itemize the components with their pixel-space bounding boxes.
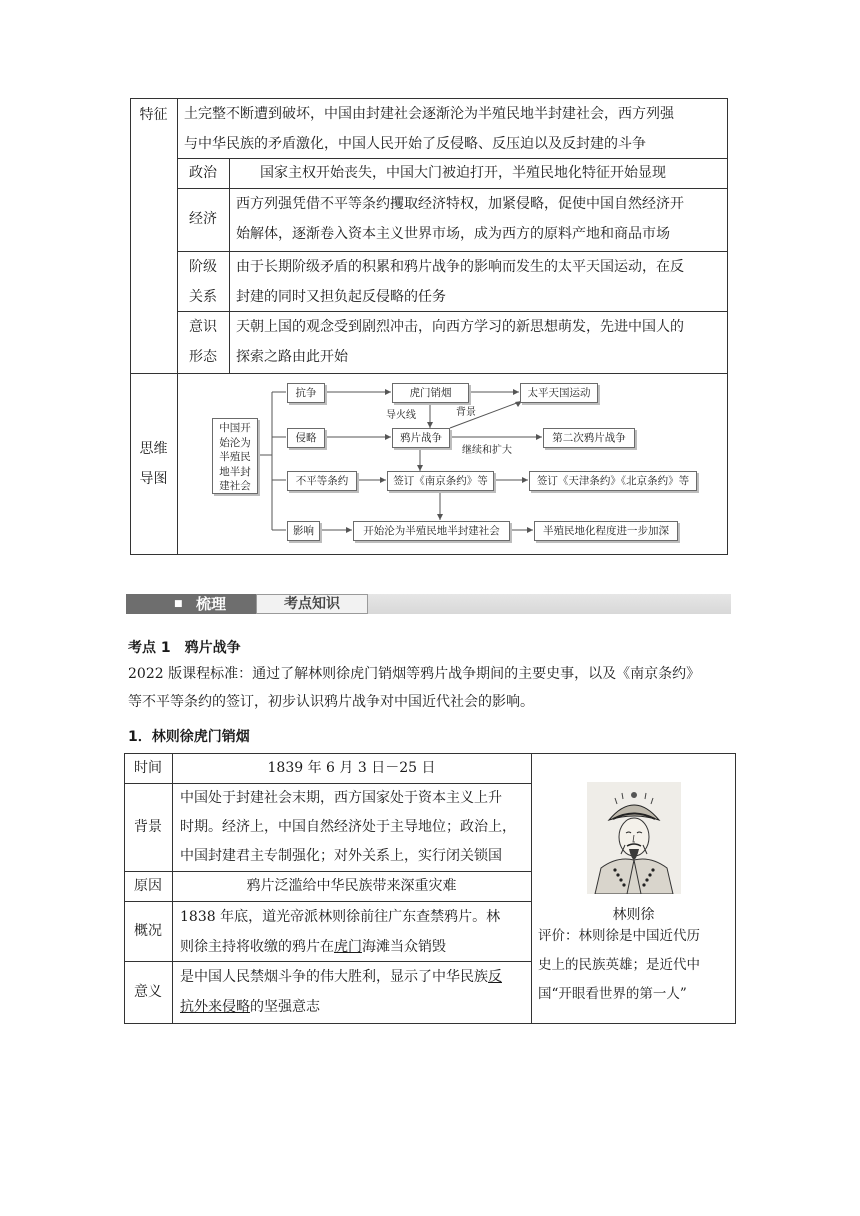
kaodian-title: 考点 1 鸦片战争 [128,640,241,656]
underlined-term: 抗外来侵略 [180,999,250,1015]
section-bar-tab-dark [126,594,256,614]
node-opium-war: 鸦片战争 [392,428,450,448]
row-text-line: 探索之路由此开始 [236,349,348,365]
time-label: 时间 [134,760,162,776]
row-text-line: 西方列强凭借不平等条约攫取经济特权，加紧侵略，促使中国自然经济开 [236,196,684,212]
evaluation-line: 国“开眼看世界的第一人” [538,986,687,1002]
bullet-square: ■ [174,599,183,609]
evaluation-line: 史上的民族英雄；是近代中 [538,957,700,973]
meaning-text [180,962,530,1022]
overview-label: 概况 [134,923,162,939]
background-text [180,784,530,871]
reason-value: 鸦片泛滥给中华民族带来深重灾难 [246,878,457,894]
root-line: 中国开 [219,422,251,434]
overview-text-part: 海滩当众销毁 [362,939,446,955]
meaning-line [180,962,530,992]
row-label-line: 阶级 [189,259,217,275]
background-line: 中国封建君主专制强化；对外关系上，实行闭关锁国 [180,848,502,864]
reason-label: 原因 [134,878,162,894]
row-label-economy: 经济 [189,211,217,227]
portrait-caption: 林则徐 [612,907,655,923]
overview-text-part: 则徐主持将收缴的鸦片在 [180,939,334,955]
standard-line: 2022 版课程标准：通过了解林则徐虎门销烟等鸦片战争期间的主要史事，以及《南京条约》 [128,666,701,682]
node-humen: 虎门销烟 [392,383,469,403]
table-divider [531,753,532,1024]
edge-label-fuse: 导火线 [386,410,416,421]
root-line: 半殖民 [219,451,251,463]
time-value: 1839 年 6 月 3 日－25 日 [267,760,436,776]
row-label-line: 形态 [189,349,217,365]
mindmap-root-node [212,418,258,494]
overview-line: 1838 年底，道光帝派林则徐前往广东查禁鸦片。林 [180,909,501,925]
root-line: 建社会 [219,480,251,492]
meaning-text-part: 的坚强意志 [250,999,320,1015]
node-tianjin-beijing-treaty: 签订《天津条约》《北京条约》等 [529,471,697,491]
row-label-politics: 政治 [189,165,217,181]
edge-label-background: 背景 [456,407,476,418]
row-text-line: 天朝上国的观念受到剧烈冲击，向西方学习的新思想萌发，先进中国人的 [236,319,684,335]
row-text-line: 始解体，逐渐卷入资本主义世界市场，成为西方的原料产地和商品市场 [236,226,670,242]
branch-resistance: 抗争 [287,383,325,403]
node-deepen-semicolonial: 半殖民地化程度进一步加深 [534,521,678,541]
feature-text-line: 土完整不断遭到破坏，中国由封建社会逐渐沦为半殖民地半封建社会，西方列强 [184,106,674,122]
node-second-opium-war: 第二次鸦片战争 [543,428,635,448]
subheading: 1．林则徐虎门销烟 [128,729,250,745]
feature-text-line: 与中华民族的矛盾激化，中国人民开始了反侵略、反压迫以及反封建的斗争 [184,136,646,152]
branch-treaties: 不平等条约 [287,471,357,491]
meaning-label: 意义 [134,984,162,1000]
node-taiping: 太平天国运动 [520,383,598,403]
row-label-line: 关系 [189,289,217,305]
meaning-line [180,992,530,1022]
row-text-politics: 国家主权开始丧失，中国大门被迫打开，半殖民地化特征开始显现 [260,165,666,181]
feature-label: 特征 [139,107,168,123]
standard-line: 等不平等条约的签订，初步认识鸦片战争对中国近代社会的影响。 [128,694,534,710]
curriculum-standard [128,660,738,716]
node-begin-semicolonial: 开始沦为半殖民地半封建社会 [353,521,510,541]
mindmap-label-line: 思维 [139,441,168,457]
node-nanjing-treaty: 签订《南京条约》等 [387,471,494,491]
background-line: 时期。经济上，中国自然经济处于主导地位；政治上， [180,819,516,835]
row-text-line: 由于长期阶级矛盾的积累和鸦片战争的影响而发生的太平天国运动，在反 [236,259,684,275]
edge-label-continue: 继续和扩大 [462,445,512,456]
root-line: 地半封 [219,465,251,478]
branch-aggression: 侵略 [287,428,325,448]
mindmap-label-line: 导图 [139,471,168,487]
underlined-term: 反 [488,969,502,985]
lin-zexu-portrait [587,782,681,894]
row-text-line: 封建的同时又担负起反侵略的任务 [236,289,446,305]
evaluation-text [538,922,734,1009]
underlined-term: 虎门 [334,939,362,955]
row-label-line: 意识 [189,319,217,335]
evaluation-line: 评价：林则徐是中国近代历 [538,928,700,944]
overview-text [180,902,530,962]
branch-impact: 影响 [287,521,320,541]
root-line: 始沦为 [219,436,251,449]
background-line: 中国处于封建社会末期，西方国家处于资本主义上升 [180,790,502,806]
overview-line [180,932,530,962]
section-bar-tab-light: 考点知识 [256,594,368,614]
meaning-text-part: 是中国人民禁烟斗争的伟大胜利，显示了中华民族 [180,969,488,985]
section-title: 梳理 [196,595,227,613]
background-label: 背景 [134,819,162,835]
